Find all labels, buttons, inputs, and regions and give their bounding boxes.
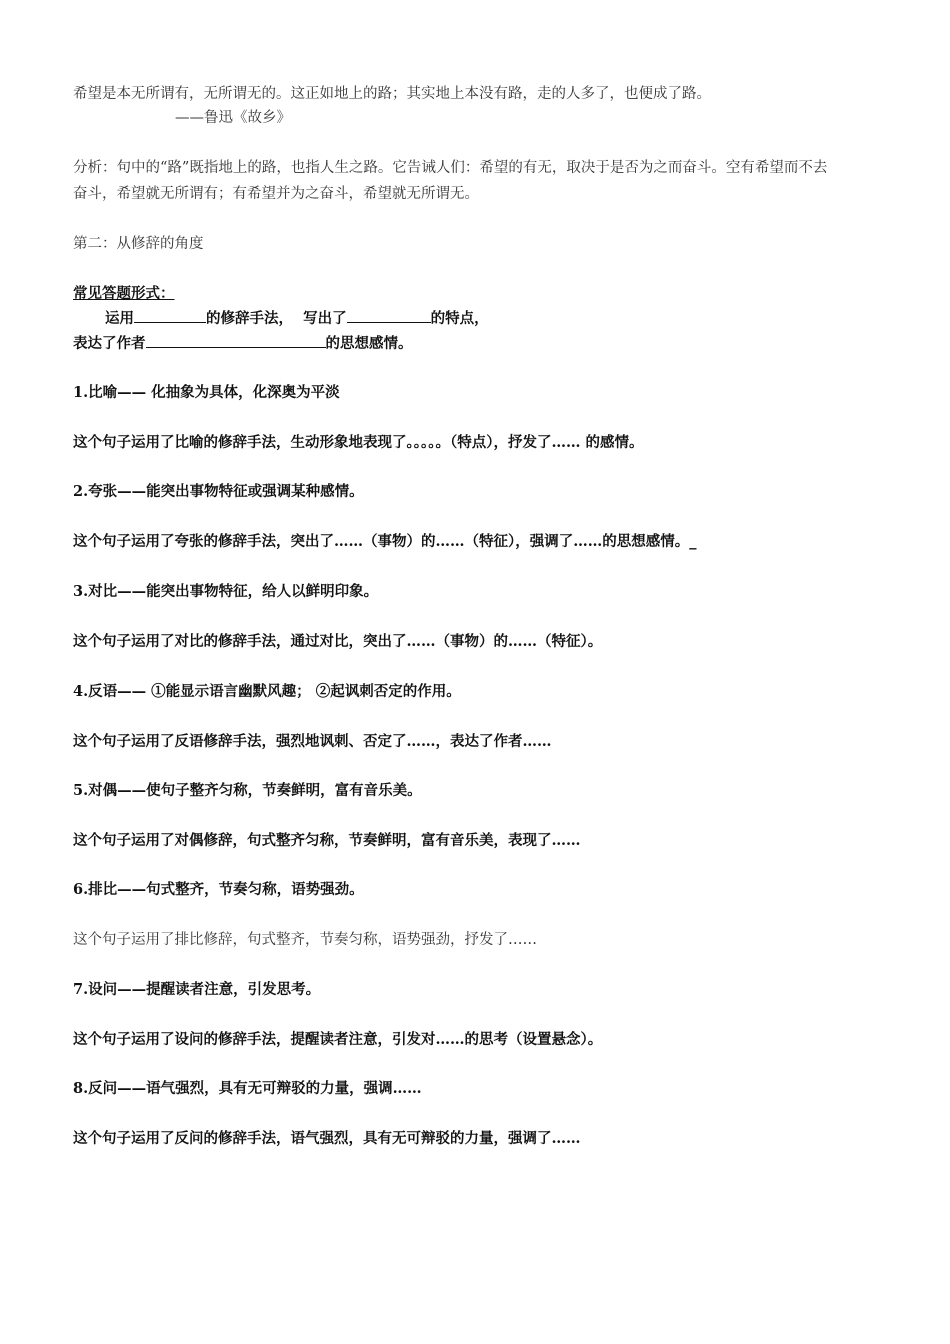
answer-format-line-1: [105, 308, 489, 329]
item-template-2: 这个句子运用了夸张的修辞手法，突出了……（事物）的……（特征），强调了……的思想感情。_: [73, 533, 697, 550]
item-title-6: 6.排比——句式整齐，节奏匀称，语势强劲。: [73, 881, 364, 898]
quote-attribution: ——鲁迅《故乡》: [175, 110, 291, 126]
answer-format-line-2: [73, 333, 413, 354]
answer-format-part-5: 表达了作者: [73, 335, 146, 352]
item-template-3: 这个句子运用了对比的修辞手法，通过对比，突出了……（事物）的……（特征）。: [73, 633, 603, 650]
item-title-4: 4.反语—— ①能显示语言幽默风趣； ②起讽刺否定的作用。: [73, 683, 461, 700]
item-title-7: 7.设问——提醒读者注意，引发思考。: [73, 981, 321, 998]
item-template-8: 这个句子运用了反问的修辞手法，语气强烈，具有无可辩驳的力量，强调了……: [73, 1130, 581, 1147]
item-title-3: 3.对比——能突出事物特征，给人以鲜明印象。: [73, 583, 379, 600]
item-template-5: 这个句子运用了对偶修辞，句式整齐匀称，节奏鲜明，富有音乐美，表现了……: [73, 832, 581, 849]
item-title-5: 5.对偶——使句子整齐匀称，节奏鲜明，富有音乐美。: [73, 782, 422, 799]
item-template-6: 这个句子运用了排比修辞，句式整齐，节奏匀称，语势强劲，抒发了……: [73, 932, 537, 948]
item-title-8: 8.反问——语气强烈，具有无可辩驳的力量，强调……: [73, 1080, 422, 1097]
blank-emotion: [146, 333, 326, 348]
quote-text: 希望是本无所谓有，无所谓无的。这正如地上的路；其实地上本没有路，走的人多了，也便成了路。: [73, 86, 711, 102]
item-template-4: 这个句子运用了反语修辞手法，强烈地讽刺、否定了……，表达了作者……: [73, 733, 552, 750]
item-template-1: 这个句子运用了比喻的修辞手法，生动形象地表现了。。。。。（特点），抒发了…… 的感情。: [73, 434, 644, 451]
section-heading: 第二：从修辞的角度: [73, 236, 204, 252]
answer-format-label: 常见答题形式：: [73, 285, 175, 302]
blank-feature: [347, 308, 431, 323]
analysis-line-1: 分析：句中的“路”既指地上的路，也指人生之路。它告诫人们：希望的有无，取决于是否为之而奋斗。空有希望而不去: [73, 160, 828, 176]
item-title-2: 2.夸张——能突出事物特征或强调某种感情。: [73, 483, 364, 500]
answer-format-part-3: 写出了: [303, 310, 347, 327]
item-title-1: 1.比喻—— 化抽象为具体，化深奥为平淡: [73, 384, 340, 401]
answer-format-part-2: 的修辞手法，: [206, 310, 293, 327]
blank-rhetoric: [134, 308, 206, 323]
analysis-line-2: 奋斗，希望就无所谓有；有希望并为之奋斗，希望就无所谓无。: [73, 186, 479, 202]
answer-format-part-1: 运用: [105, 310, 134, 327]
answer-format-part-4: 的特点，: [430, 310, 489, 327]
item-template-7: 这个句子运用了设问的修辞手法，提醒读者注意，引发对……的思考（设置悬念）。: [73, 1031, 603, 1048]
answer-format-part-6: 的思想感情。: [325, 335, 413, 352]
